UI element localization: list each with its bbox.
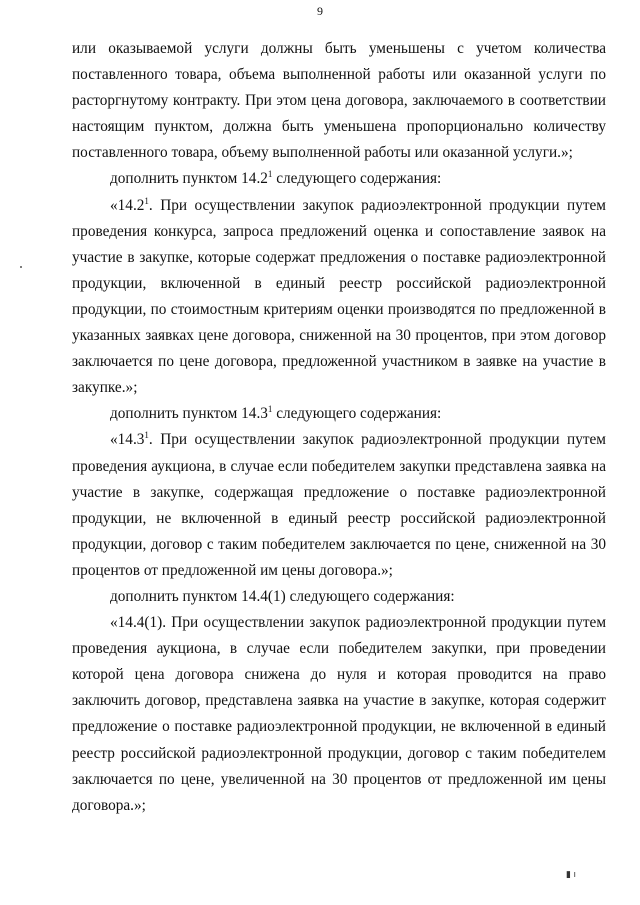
document-body — [72, 36, 606, 819]
scan-artifact-dot — [20, 266, 22, 268]
paragraph-text: дополнить пунктом 14.4(1) следующего содержания: — [110, 587, 455, 605]
paragraph-text: «14.2 — [110, 196, 145, 214]
scan-corner-mark: ▮ ı — [566, 869, 576, 879]
paragraph-text-after: . При осуществлении закупок радиоэлектронной продукции путем проведения аукциона, в случае если победителем закупки представлена заявка на участие в закупке, содержащая предложение о поставке радиоэлектронной продукции, не включенной в единый реестр российской радиоэлектронной продукции, договор с таким победителем заключается по цене, сниженной на 30 процентов от предложенной им цены договора.»; — [72, 431, 606, 579]
paragraph-amendment-intro — [72, 401, 606, 427]
superscript: 1 — [144, 195, 149, 206]
paragraph-amendment-text — [72, 610, 606, 819]
paragraph-amendment-intro — [72, 584, 606, 610]
superscript: 1 — [144, 430, 149, 441]
paragraph-text: дополнить пунктом 14.3 — [110, 405, 268, 423]
paragraph-text: или оказываемой услуги должны быть уменьшены с учетом количества поставленного товара, объема выполненной работы или оказанной услуги по расторгнутому контракту. При этом цена договора, заключаемого в соответствии настоящим пунктом, должна быть уменьшена пропорционально количеству поставленного товара, объему выполненной работы или оказанной услуги.»; — [72, 40, 606, 162]
superscript: 1 — [267, 404, 273, 415]
paragraph-amendment-text — [72, 193, 606, 402]
paragraph-amendment-intro — [72, 166, 606, 192]
paragraph-amendment-text — [72, 427, 606, 584]
paragraph-continuation — [72, 36, 606, 166]
page-number: 9 — [317, 4, 323, 18]
superscript: 1 — [267, 169, 273, 180]
paragraph-text: «14.4(1). При осуществлении закупок радиоэлектронной продукции путем проведения аукциона, в случае если победителем закупки, при проведении которой цена договора снижена до нуля и которая проводится на право заключить договор, представлена заявка на участие в закупке, которая содержит предложение о поставке радиоэлектронной продукции, не включенной в единый реестр российской радиоэлектронной продукции, договор с таким победителем заключается по цене, увеличенной на 30 процентов от предложенной им цены договора.»; — [72, 614, 606, 814]
paragraph-text: дополнить пунктом 14.2 — [110, 170, 268, 188]
paragraph-text: «14.3 — [110, 431, 145, 449]
paragraph-text-after: следующего содержания: — [272, 405, 442, 423]
paragraph-text-after: следующего содержания: — [272, 170, 442, 188]
paragraph-text-after: . При осуществлении закупок радиоэлектронной продукции путем проведения конкурса, запроса предложений оценка и сопоставление заявок на участие в закупке, которые содержат предложения о поставке радиоэлектронной продукции, включенной в единый реестр российской радиоэлектронной продукции, по стоимостным критериям оценки производятся по предложенной в указанных заявках цене договора, сниженной на 30 процентов, при этом договор заключается по цене договора, предложенной участником в заявке на участие в закупке.»; — [72, 196, 606, 397]
